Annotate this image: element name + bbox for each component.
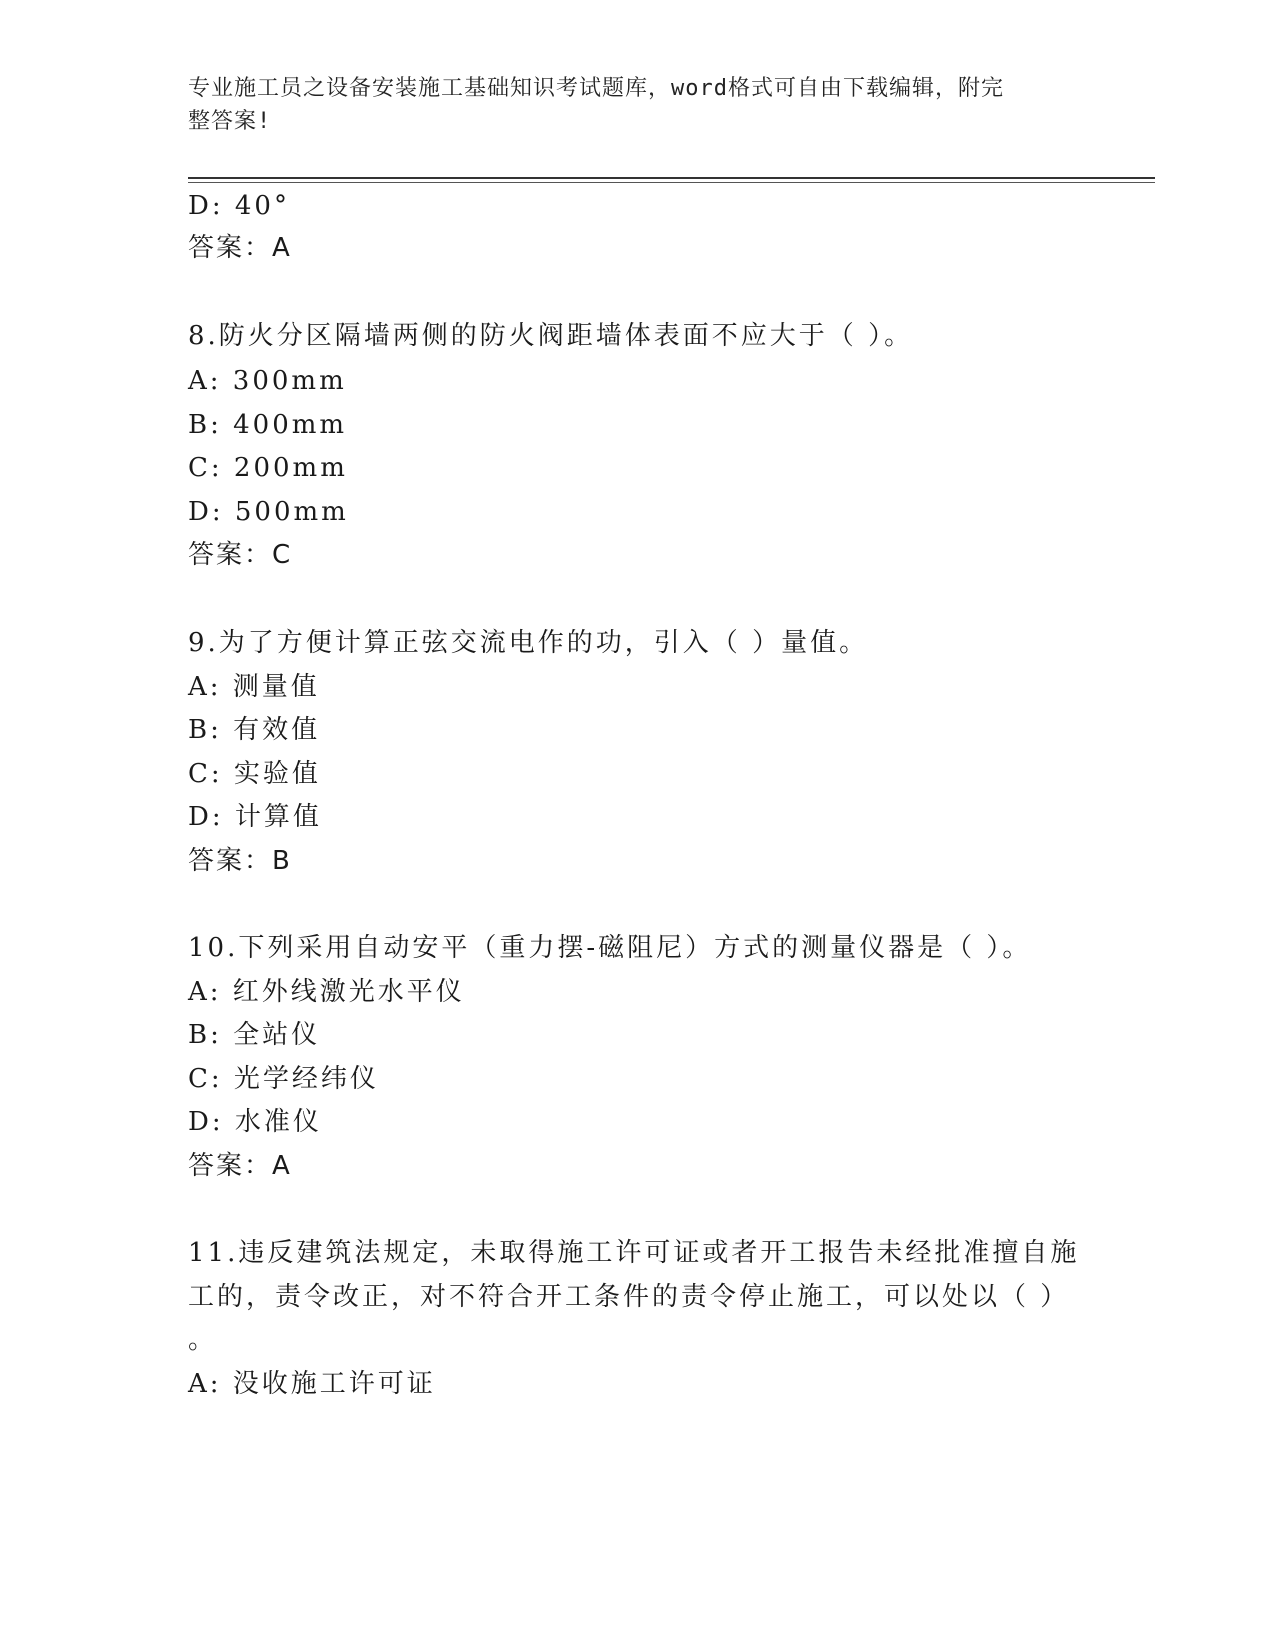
q8-option-d: D: 500mm — [188, 497, 349, 527]
q8-option-a: A: 300mm — [188, 366, 347, 396]
page-header — [188, 72, 1068, 138]
q8-option-c: C: 200mm — [188, 453, 348, 483]
header-divider-thick — [188, 177, 1155, 179]
q9-option-c: C: 实验值 — [188, 759, 321, 789]
q10-option-d: D: 水准仪 — [188, 1107, 322, 1137]
q11-option-a: A: 没收施工许可证 — [188, 1369, 436, 1399]
q9-answer: 答案：B — [188, 846, 292, 876]
q10-question: 10.下列采用自动安平（重力摆-磁阻尼）方式的测量仪器是（ ）。 — [188, 933, 1032, 963]
q11-question-line-1: 11.违反建筑法规定，未取得施工许可证或者开工报告未经批准擅自施 — [188, 1238, 1080, 1268]
header-line-2: 整答案! — [188, 109, 272, 134]
q9-option-b: B: 有效值 — [188, 715, 321, 745]
q10-option-a: A: 红外线激光水平仪 — [188, 977, 465, 1007]
q8-option-b: B: 400mm — [188, 410, 348, 440]
q8-question: 8.防火分区隔墙两侧的防火阀距墙体表面不应大于（ ）。 — [188, 321, 914, 351]
q9-option-a: A: 测量值 — [188, 672, 320, 702]
q7-answer: 答案：A — [188, 233, 292, 263]
q9-option-d: D: 计算值 — [188, 802, 322, 832]
q9-question: 9.为了方便计算正弦交流电作的功，引入（ ）量值。 — [188, 628, 869, 658]
q10-option-c: C: 光学经纬仪 — [188, 1064, 379, 1094]
q10-answer: 答案：A — [188, 1151, 292, 1181]
q7-option-d: D: 40° — [188, 191, 290, 221]
q10-option-b: B: 全站仪 — [188, 1020, 321, 1050]
header-line-1: 专业施工员之设备安装施工基础知识考试题库，word格式可自由下载编辑，附完 — [188, 76, 1004, 101]
q8-answer: 答案：C — [188, 540, 293, 570]
q11-question-line-3: 。 — [188, 1325, 218, 1355]
header-divider-thin — [188, 182, 1155, 183]
q11-question-line-2: 工的，责令改正，对不符合开工条件的责令停止施工，可以处以（ ） — [188, 1282, 1070, 1312]
